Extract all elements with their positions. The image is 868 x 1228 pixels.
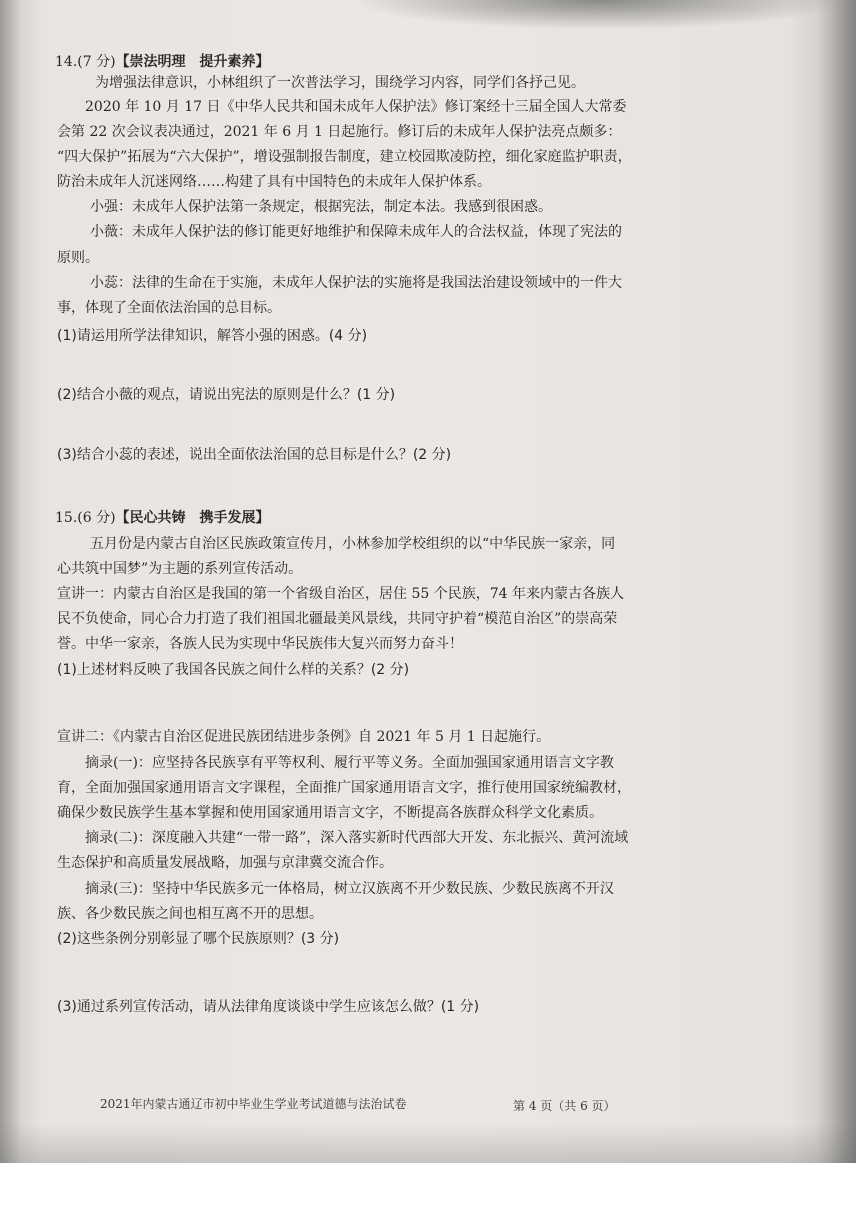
top-shadow bbox=[350, 0, 850, 30]
q14-line: 小薇：未成年人保护法的修订能更好地维护和保障未成年人的合法权益，体现了宪法的 bbox=[90, 224, 622, 240]
q15-line: 摘录(一)：应坚持各民族享有平等权利、履行平等义务。全面加强国家通用语言文字教 bbox=[85, 755, 614, 771]
q14-line: 会第 22 次会议表决通过，2021 年 6 月 1 日起施行。修订后的未成年人保护法亮点颇多： bbox=[57, 124, 622, 140]
q14-subquestion-1: (1)请运用所学法律知识，解答小强的困惑。(4 分) bbox=[57, 328, 368, 344]
q15-line: 五月份是内蒙古自治区民族政策宣传月，小林参加学校组织的以“中华民族一家亲，同 bbox=[90, 536, 616, 552]
q15-subquestion-2: (2)这些条例分别彰显了哪个民族原则？(3 分) bbox=[57, 931, 340, 947]
q14-heading bbox=[55, 53, 270, 71]
q14-theme: 【崇法明理 提升素养】 bbox=[115, 54, 270, 70]
q14-line: 防治未成年人沉迷网络……构建了具有中国特色的未成年人保护体系。 bbox=[57, 174, 491, 190]
q15-line: 心共筑中国梦”为主题的系列宣传活动。 bbox=[57, 561, 303, 577]
bottom-shadow bbox=[0, 1123, 856, 1163]
q15-line: 宣讲一：内蒙古自治区是我国的第一个省级自治区，居住 55 个民族，74 年来内蒙古各族人 bbox=[57, 586, 624, 602]
q15-line: 生态保护和高质量发展战略，加强与京津冀交流合作。 bbox=[57, 855, 393, 871]
q15-line: 摘录(三)：坚持中华民族多元一体格局，树立汉族离不开少数民族、少数民族离不开汉 bbox=[85, 881, 614, 897]
q15-heading bbox=[55, 509, 270, 527]
q15-line: 族、各少数民族之间也相互离不开的思想。 bbox=[57, 906, 323, 922]
q14-line: 为增强法律意识，小林组织了一次普法学习，围绕学习内容，同学们各抒己见。 bbox=[95, 75, 585, 91]
q15-line: 民不负使命，同心合力打造了我们祖国北疆最美风景线，共同守护着“模范自治区”的崇高荣 bbox=[57, 611, 618, 627]
q14-subquestion-2: (2)结合小薇的观点，请说出宪法的原则是什么？(1 分) bbox=[57, 387, 396, 403]
q14-line: 小蕊：法律的生命在于实施，未成年人保护法的实施将是我国法治建设领域中的一件大 bbox=[90, 275, 622, 291]
q14-line: 小强：未成年人保护法第一条规定，根据宪法，制定本法。我感到很困惑。 bbox=[90, 199, 552, 215]
q14-number: 14.(7 分) bbox=[55, 54, 116, 70]
q14-line: 原则。 bbox=[57, 250, 99, 266]
q14-subquestion-3: (3)结合小蕊的表述，说出全面依法治国的总目标是什么？(2 分) bbox=[57, 447, 452, 463]
q15-subquestion-1: (1)上述材料反映了我国各民族之间什么样的关系？(2 分) bbox=[57, 662, 410, 678]
q14-line: 2020 年 10 月 17 日《中华人民共和国未成年人保护法》修订案经十三届全国人大常委 bbox=[85, 99, 627, 115]
footer-exam-title: 2021年内蒙古通辽市初中毕业生学业考试道德与法治试卷 bbox=[100, 1097, 407, 1111]
q15-line: 育，全面加强国家通用语言文字课程，全面推广国家通用语言文字，推行使用国家统编教材， bbox=[57, 780, 631, 796]
q15-line: 宣讲二：《内蒙古自治区促进民族团结进步条例》自 2021 年 5 月 1 日起施行。 bbox=[57, 729, 551, 745]
q15-line: 确保少数民族学生基本掌握和使用国家通用语言文字，不断提高各族群众科学文化素质。 bbox=[57, 805, 603, 821]
q15-line: 摘录(二)：深度融入共建“一带一路”，深入落实新时代西部大开发、东北振兴、黄河流域 bbox=[85, 830, 629, 846]
q15-number: 15.(6 分) bbox=[55, 510, 116, 526]
q15-theme: 【民心共铸 携手发展】 bbox=[115, 510, 270, 526]
q14-line: 事，体现了全面依法治国的总目标。 bbox=[57, 300, 281, 316]
right-edge-shadow bbox=[816, 0, 856, 1163]
footer-page-number: 第 4 页（共 6 页） bbox=[513, 1099, 616, 1113]
q15-subquestion-3: (3)通过系列宣传活动，请从法律角度谈谈中学生应该怎么做？(1 分) bbox=[57, 999, 480, 1015]
q14-line: “四大保护”拓展为“六大保护”，增设强制报告制度，建立校园欺凌防控，细化家庭监护职责， bbox=[57, 149, 632, 165]
q15-line: 誉。中华一家亲，各族人民为实现中华民族伟大复兴而努力奋斗！ bbox=[57, 636, 463, 652]
